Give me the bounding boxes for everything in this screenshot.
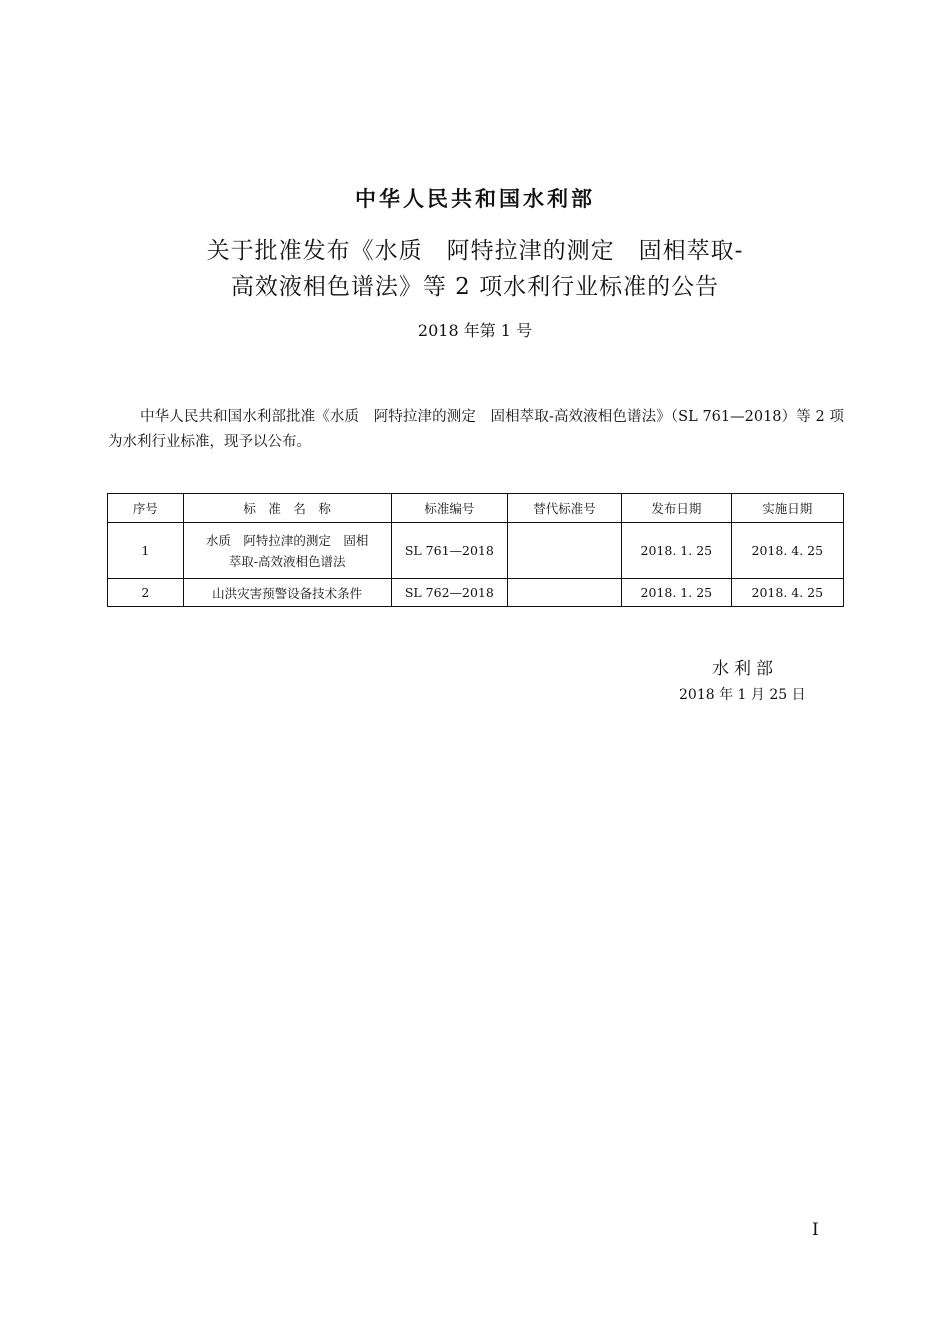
header-standard-code: 标准编号 (391, 494, 508, 523)
table-row (108, 523, 844, 579)
header-replaced-standard: 替代标准号 (508, 494, 622, 523)
announcement-title-line-1: 关于批准发布《水质 阿特拉津的测定 固相萃取- (206, 238, 744, 264)
signature-date: 2018 年 1 月 25 日 (679, 687, 806, 703)
row-serial-no: 2 (108, 579, 184, 607)
row-serial-no: 1 (108, 523, 184, 579)
row-standard-name-line-1: 水质 阿特拉津的测定 固相 (205, 532, 369, 548)
standards-table (107, 493, 844, 607)
header-serial-no: 序号 (108, 494, 184, 523)
header-standard-name: 标 准 名 称 (183, 494, 391, 523)
row-standard-name (183, 523, 391, 579)
row-replaced-standard (508, 523, 622, 579)
row-standard-name-line-2: 萃取-高效液相色谱法 (228, 553, 346, 569)
row-standard-code: SL 761—2018 (391, 523, 508, 579)
header-publish-date: 发布日期 (622, 494, 732, 523)
row-effective-date: 2018. 4. 25 (731, 579, 843, 607)
row-standard-name: 山洪灾害预警设备技术条件 (183, 579, 391, 607)
row-publish-date: 2018. 1. 25 (622, 579, 732, 607)
row-effective-date: 2018. 4. 25 (731, 523, 843, 579)
page-number: I (812, 1220, 819, 1240)
row-publish-date: 2018. 1. 25 (622, 523, 732, 579)
announcement-title-line-2: 高效液相色谱法》等 2 项水利行业标准的公告 (230, 274, 720, 300)
header-effective-date: 实施日期 (731, 494, 843, 523)
issuer-heading: 中华人民共和国水利部 (355, 187, 595, 211)
signature-organization: 水利部 (712, 659, 778, 679)
row-standard-code: SL 762—2018 (391, 579, 508, 607)
table-row (108, 579, 844, 607)
announcement-body: 中华人民共和国水利部批准《水质 阿特拉津的测定 固相萃取-高效液相色谱法》（SL 761—2018）等 2 项为水利行业标准，现予以公布。 (108, 408, 844, 450)
row-replaced-standard (508, 579, 622, 607)
table-header-row (108, 494, 844, 523)
document-number: 2018 年第 1 号 (417, 321, 533, 340)
